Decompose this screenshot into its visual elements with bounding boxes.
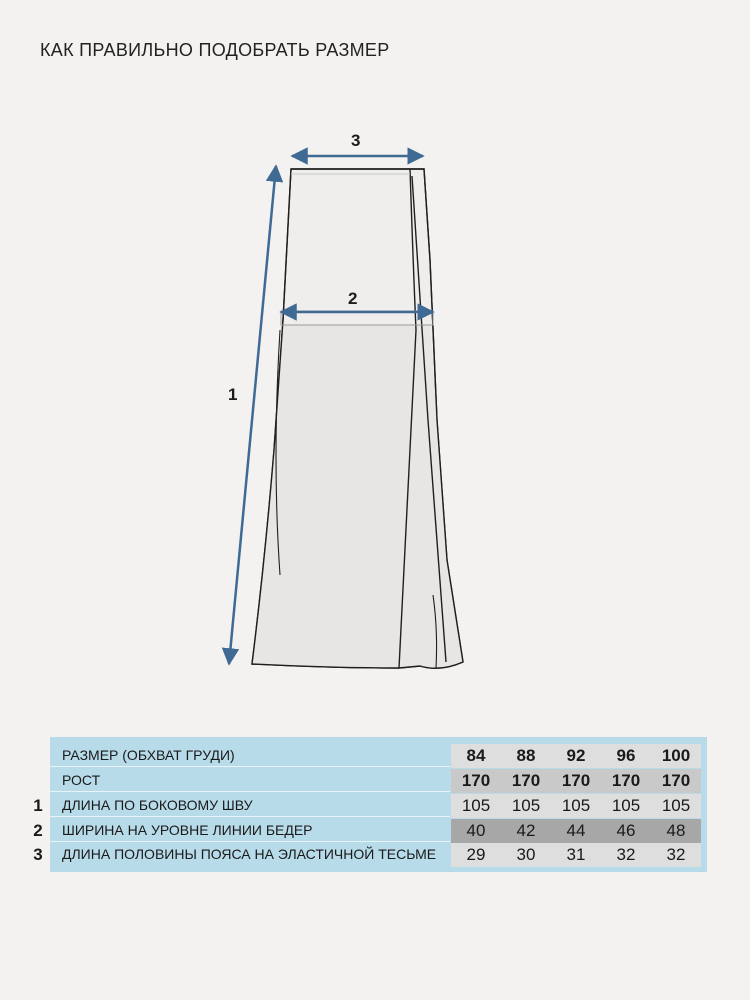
cell: 29 [466,845,486,864]
cell: 32 [666,845,686,864]
cell: 96 [616,746,636,765]
skirt-outline [252,169,463,668]
cell: 170 [611,771,641,790]
row-label: РОСТ [62,772,101,788]
table-row-hip [50,819,707,843]
cell: 170 [511,771,541,790]
cell: 105 [511,796,541,815]
row-label: РАЗМЕР (ОБХВАТ ГРУДИ) [62,747,235,763]
cell: 105 [561,796,591,815]
cell: 44 [566,821,586,840]
page-title: КАК ПРАВИЛЬНО ПОДОБРАТЬ РАЗМЕР [40,40,390,60]
row-number: 1 [33,796,43,815]
cell: 105 [611,796,641,815]
cell: 170 [461,771,491,790]
cell: 84 [466,746,486,765]
cell: 92 [566,746,586,765]
cell: 170 [661,771,691,790]
row-label: ДЛИНА ПОЛОВИНЫ ПОЯСА НА ЭЛАСТИЧНОЙ ТЕСЬМЕ [62,846,437,862]
cell: 170 [561,771,591,790]
cell: 42 [516,821,536,840]
length-label: 1 [228,385,238,404]
cell: 46 [616,821,636,840]
cell: 88 [516,746,536,765]
row-number: 3 [33,845,43,864]
table-row-size [50,744,707,768]
table-row-waist [50,843,707,867]
row-number: 2 [33,821,43,840]
cell: 31 [566,845,586,864]
size-table [50,737,707,872]
hip-label: 2 [348,289,358,308]
cell: 100 [661,746,691,765]
row-label: ДЛИНА ПО БОКОВОМУ ШВУ [62,797,253,813]
cell: 105 [661,796,691,815]
table-row-length [50,794,707,818]
cell: 30 [516,845,536,864]
cell: 32 [616,845,636,864]
table-row-height [50,769,707,793]
cell: 40 [466,821,486,840]
cell: 48 [666,821,686,840]
waist-label: 3 [351,131,361,150]
row-label: ШИРИНА НА УРОВНЕ ЛИНИИ БЕДЕР [62,822,313,838]
cell: 105 [461,796,491,815]
